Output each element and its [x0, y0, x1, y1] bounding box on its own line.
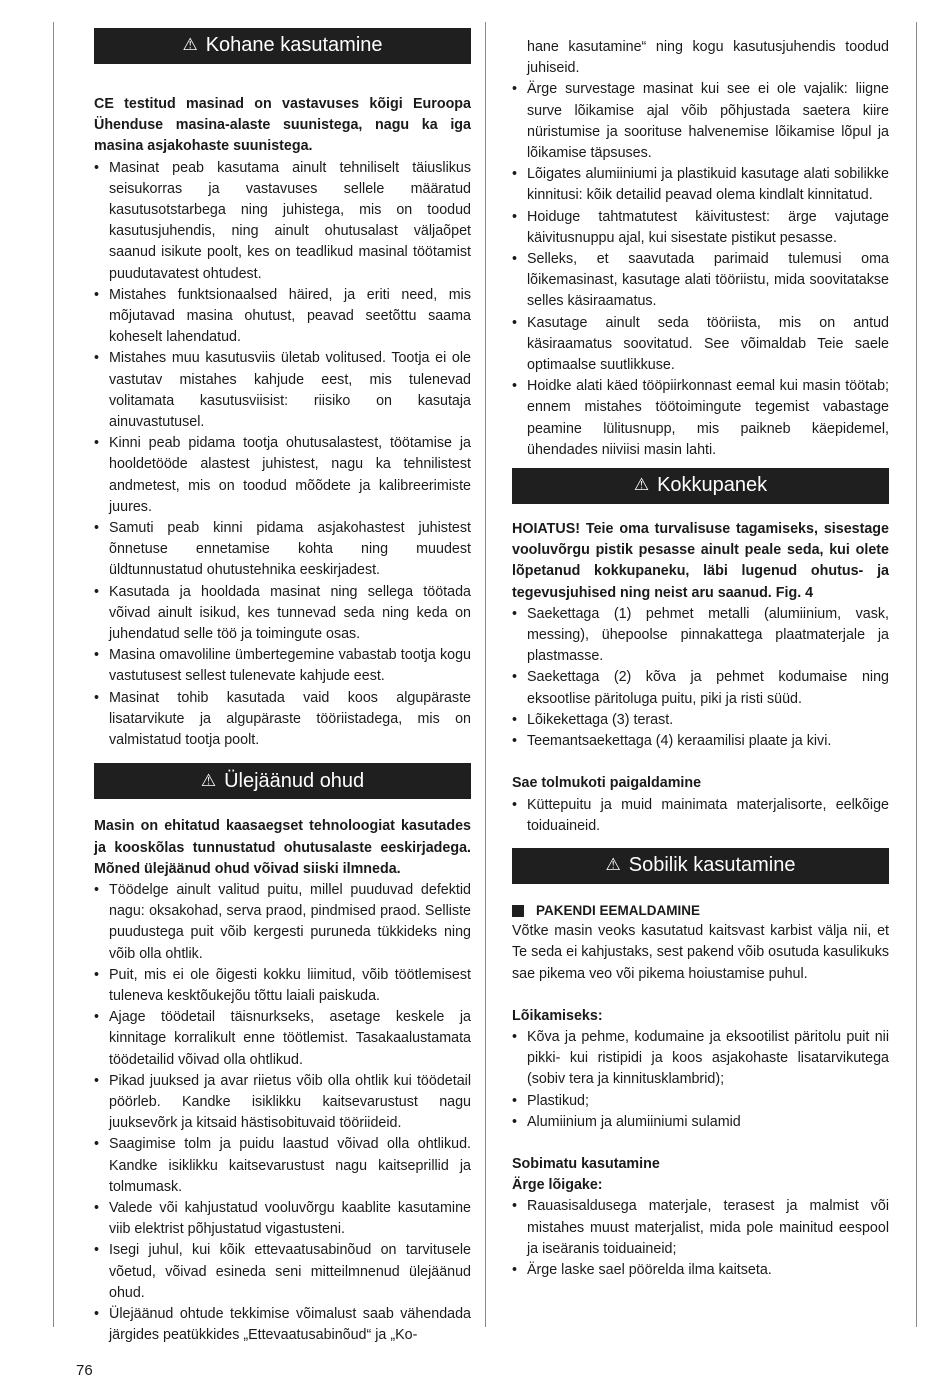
section-heading-label: Kohane kasutamine — [205, 34, 383, 57]
section-heading-label: Kokkupanek — [657, 474, 768, 497]
list-item: • Masina omavoliline ümbertegemine vabastab tootja kogu vastutusest sellest tulenevate kahjude eest. — [94, 645, 471, 687]
section-lead: HOIATUS! Teie oma turvalisuse tagamiseks, sisestage vooluvõrgu pistik pesasse ainult peale seda, kui olete lõpetanud kokkupaneku, läbi lugenud ohutus- ja tegevusjuhised ning neist aru saanud. Fig. 4 — [512, 521, 889, 601]
page-number: 76 — [76, 1362, 93, 1379]
list-item: • Teemantsaekettaga (4) keraamilisi plaate ja kivi. — [512, 731, 889, 752]
subheading-unpacking — [512, 900, 889, 921]
list-item: • Kasutada ja hooldada masinat ning sellega töötada võivad ainult isikud, kes tunnevad seda ning keda on juhendatud selle töö ja toimingute osas. — [94, 582, 471, 646]
subheading-label: PAKENDI EEMALDAMINE — [536, 902, 701, 918]
right-column — [512, 37, 889, 1281]
section-heading-label: Ülejäänud ohud — [224, 769, 365, 792]
list-item: • Puit, mis ei ole õigesti kokku liimitud, võib töötlemisest tuleneva kesktõukejõu tõttu laiali paiskuda. — [94, 965, 471, 1007]
list-item: • Ülejäänud ohtude tekkimise võimalust saab vähendada järgides peatükkides „Ettevaatusabinõud“ ja „Ko- — [94, 1304, 471, 1346]
warning-icon: ⚠ — [200, 770, 217, 790]
list-item: • Töödelge ainult valitud puitu, millel puuduvad defektid nagu: oksakohad, serva praod, pindmised praod. Selliste puudustega puit võib kergesti puruneda tükkideks ning võib olla ohtlik. — [94, 880, 471, 965]
list-item: • Lõigates alumiiniumi ja plastikuid kasutage alati sobilikke kinnitusi: kõik detailid peavad olema kindlalt kinnitatud. — [512, 164, 889, 206]
list-item: • Rauasisaldusega materjale, terasest ja malmist või mistahes muust materjalist, mida pole mainitud eespool ja iseäranis toiduaineid; — [512, 1196, 889, 1260]
list-item: • Kõva ja pehme, kodumaine ja eksootilist päritolu puit nii pikki- kui ristipidi ja koos asjakohaste lisatarvikutega (sobiv tera ja kinnitusklambrid); — [512, 1027, 889, 1091]
bullet-list — [512, 604, 889, 752]
bullet-list — [512, 37, 889, 461]
left-column-rule — [53, 22, 54, 1327]
subheading-dust-bag: Sae tolmukoti paigaldamine — [512, 775, 702, 792]
list-item: • Ärge laske sael pöörelda ilma kaitseta. — [512, 1260, 889, 1281]
left-column — [94, 28, 471, 1346]
warning-icon: ⚠ — [633, 475, 650, 495]
section-heading-assembly — [512, 468, 889, 504]
warning-icon: ⚠ — [605, 855, 621, 875]
section-heading-label: Sobilik kasutamine — [628, 854, 796, 877]
bullet-list — [94, 880, 471, 1346]
right-column-rule — [916, 22, 917, 1327]
list-item-continuation: hane kasutamine“ ning kogu kasutusjuhendis toodud juhiseid. — [527, 39, 889, 77]
list-item: • Mistahes muu kasutusviis ületab volitused. Tootja ei ole vastutav mistahes kahjude eest, mis tulenevad volitamata kasutusviisist: riisiko on kasutaja ainuvastutusel. — [94, 348, 471, 433]
bullet-list — [512, 1196, 889, 1281]
list-item: • Alumiinium ja alumiiniumi sulamid — [512, 1112, 889, 1133]
list-item: • Lõikekettaga (3) terast. — [512, 710, 889, 731]
list-item: • Plastikud; — [512, 1091, 889, 1112]
list-item: • Saagimise tolm ja puidu laastud võivad olla ohtlikud. Kandke isiklikku kaitsevarustust nagu kaitseprillid ja tolmumask. — [94, 1134, 471, 1198]
section-heading-proper-use — [94, 28, 471, 64]
paragraph: Võtke masin veoks kasutatud kaitsvast karbist välja nii, et Te seda ei kahjustaks, sest pakend võib osutuda kasulikuks sae pikema veo või pikema hoiustamise puhul. — [512, 923, 889, 982]
subheading-do-not-cut: Ärge lõigake: — [512, 1177, 603, 1194]
list-item: • Isegi juhul, kui kõik ettevaatusabinõud on tarvitusele võetud, võivad esineda seni mitteilmnenud ülejäänud ohud. — [94, 1240, 471, 1304]
section-lead: Masin on ehitatud kaasaegset tehnoloogiat kasutades ja kooskõlas tunnustatud ohutusalaste eeskirjadega. Mõned ülejäänud ohud võivad siiski ilmneda. — [94, 818, 471, 877]
section-heading-suitable-use — [512, 848, 889, 884]
list-item: • Saekettaga (2) kõva ja pehmet kodumaise ning eksootlise päritoluga puitu, piki ja risti süüd. — [512, 667, 889, 709]
bullet-list — [94, 158, 471, 752]
subheading-improper-use: Sobimatu kasutamine — [512, 1155, 660, 1172]
bullet-list — [512, 795, 889, 837]
list-item: • Pikad juuksed ja avar riietus võib olla ohtlik kui töödetail pöörleb. Kandke isiklikku kaitsevarustust nagu juuksevõrk ja kitsaid hästisobituvaid tööriideid. — [94, 1071, 471, 1135]
list-item: • Masinat tohib kasutada vaid koos algupäraste lisatarvikute ja algupäraste tööriistadega, mis on valmistatud tootja poolt. — [94, 688, 471, 752]
list-item: • Valede või kahjustatud vooluvõrgu kaablite kasutamine viib elektrist põhjustatud vigastusteni. — [94, 1198, 471, 1240]
list-item: • Selleks, et saavutada parimaid tulemusi oma lõikemasinast, kasutage alati tööriistu, mida soovitatakse selles käsiraamatus. — [512, 249, 889, 313]
list-item: • Samuti peab kinni pidama asjakohastest juhistest õnnetuse ennetamise kohta ning muudest üldtunnustatud ohutustehnika eeskirjadest. — [94, 518, 471, 582]
square-bullet-icon — [512, 905, 524, 917]
list-item: • Ajage töödetail täisnurkseks, asetage keskele ja kinnitage korralikult enne töötlemist. Tasakaalustamata töödetailid võivad olla ohtlikud. — [94, 1007, 471, 1071]
list-item: • Hoiduge tahtmatutest käivitustest: ärge vajutage käivitusnuppu ajal, kui sisestate pistikut pesasse. — [512, 207, 889, 249]
section-lead: CE testitud masinad on vastavuses kõigi Euroopa Ühenduse masina-alaste suunistega, nagu ka iga masina asjakohaste suunistega. — [94, 96, 471, 155]
list-item: • Ärge survestage masinat kui see ei ole vajalik: liigne surve lõikamise ajal võib põhjustada saetera kiire nüristumise ja soorituse halvenemise lõikamise lõpul ja lõikamise täpsuses. — [512, 79, 889, 164]
list-item: • Masinat peab kasutama ainult tehniliselt täiuslikus seisukorras ja vastavuses sellele määratud kasutusotstarbega ning juhistega, mis on toodud kasutusjuhendis, ning ainult ohutusalast väljaõpet saanud isikute poolt, kes on teadlikud masinal töötamist puudutavatest ohtudest. — [94, 158, 471, 285]
subheading-cutting: Lõikamiseks: — [512, 1007, 603, 1024]
center-column-rule — [485, 22, 486, 1327]
section-heading-residual-risks — [94, 763, 471, 799]
warning-icon: ⚠ — [182, 35, 198, 55]
bullet-list — [512, 1027, 889, 1133]
list-item: • Mistahes funktsionaalsed häired, ja eriti need, mis mõjutavad masina ohutust, peavad seetõttu saama koheselt lahendatud. — [94, 285, 471, 349]
list-item: • Küttepuitu ja muid mainimata materjalisorte, eelkõige toiduaineid. — [512, 795, 889, 837]
list-item: • Saekettaga (1) pehmet metalli (alumiinium, vask, messing), ühepoolse pinnakattega plaatmaterjale ja plastmasse. — [512, 604, 889, 668]
list-item: • Kasutage ainult seda tööriista, mis on antud käsiraamatus soovitatud. See võimaldab Teie saele optimaalse suutlikkuse. — [512, 313, 889, 377]
list-item: • Hoidke alati käed tööpiirkonnast eemal kui masin töötab; ennem mistahes töötoimingute tegemist vabastage peamine lülitusnupp, mis paikneb käepidemel, ühendades niiviisi masin lahti. — [512, 376, 889, 461]
list-item: • Kinni peab pidama tootja ohutusalastest, töötamise ja hooldetööde alastest juhistest, nagu ka tehnilistest andmetest, mis on toodud mõõdete ja kalibreerimiste juures. — [94, 433, 471, 518]
